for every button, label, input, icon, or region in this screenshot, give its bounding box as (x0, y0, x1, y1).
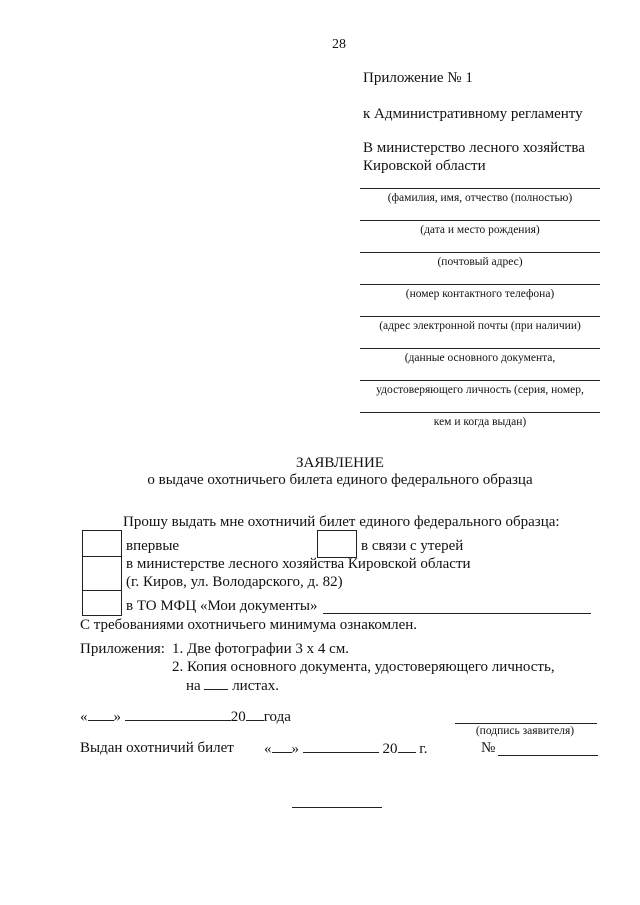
addressee-line-1: В министерство лесного хозяйства (363, 140, 585, 156)
regulation-label: к Административному регламенту (363, 106, 583, 122)
appendix-label: Приложение № 1 (363, 70, 473, 86)
phone-caption: (номер контактного телефона) (405, 288, 555, 300)
date-open-quote: « (80, 709, 88, 725)
email-field-line[interactable] (360, 316, 600, 317)
issued-year-suffix: г. (419, 741, 428, 757)
sheets-suffix: листах. (232, 678, 280, 694)
issued-date-close: » (291, 741, 299, 757)
first-time-checkbox[interactable] (82, 530, 122, 558)
attachment-sheets (186, 677, 279, 695)
date-month-field[interactable] (125, 708, 231, 721)
signature-field-line[interactable] (455, 723, 597, 724)
birth-caption: (дата и место рождения) (420, 224, 540, 236)
sheets-count-field[interactable] (204, 677, 228, 690)
request-text: Прошу выдать мне охотничий билет единого федерального образца: (123, 514, 560, 530)
acknowledged-text: С требованиями охотничьего минимума ознакомлен. (80, 617, 418, 633)
date-year-prefix: 20 (230, 709, 246, 725)
lost-label: в связи с утерей (361, 538, 464, 554)
document-field-line-3[interactable] (360, 412, 600, 413)
birth-field-line[interactable] (360, 220, 600, 221)
postal-caption: (почтовый адрес) (437, 256, 523, 268)
document-caption-3: кем и когда выдан) (433, 416, 527, 428)
document-title: ЗАЯВЛЕНИЕ (296, 455, 384, 471)
issued-date-row (264, 740, 427, 758)
fio-caption: (фамилия, имя, отчество (полностью) (387, 192, 573, 204)
signature-caption: (подпись заявителя) (475, 725, 575, 737)
issued-month-field[interactable] (303, 740, 379, 753)
addressee-line-2: Кировской области (363, 158, 486, 174)
document-field-line-2[interactable] (360, 380, 600, 381)
date-row (80, 708, 291, 726)
issued-label: Выдан охотничий билет (80, 740, 234, 756)
issued-year-field[interactable] (398, 740, 416, 753)
sheets-prefix: на (186, 678, 201, 694)
first-time-label: впервые (126, 538, 180, 554)
issued-year-prefix: 20 (382, 741, 398, 757)
attachment-item-1: 1. Две фотографии 3 х 4 см. (172, 641, 349, 657)
mfc-checkbox[interactable] (82, 590, 122, 616)
fio-field-line[interactable] (360, 188, 600, 189)
ministry-line-1: в министерстве лесного хозяйства Кировской области (126, 556, 471, 572)
date-year-field[interactable] (246, 708, 264, 721)
ticket-number-field-line[interactable] (498, 755, 598, 756)
phone-field-line[interactable] (360, 284, 600, 285)
date-year-suffix: года (263, 709, 291, 725)
bottom-separator-line (292, 807, 382, 808)
attachments-label: Приложения: (80, 641, 165, 657)
document-caption-2: удостоверяющего личность (серия, номер, (376, 384, 584, 396)
attachment-item-2: 2. Копия основного документа, удостоверяющего личность, (172, 659, 555, 675)
date-close-quote: » (113, 709, 121, 725)
postal-field-line[interactable] (360, 252, 600, 253)
page-number: 28 (332, 37, 346, 52)
mfc-label: в ТО МФЦ «Мои документы» (126, 598, 318, 614)
document-caption-1: (данные основного документа, (404, 352, 556, 364)
document-field-line[interactable] (360, 348, 600, 349)
number-sign: № (481, 740, 496, 756)
ministry-checkbox[interactable] (82, 556, 122, 592)
document-subtitle: о выдаче охотничьего билета единого федерального образца (147, 472, 533, 488)
lost-checkbox[interactable] (317, 530, 357, 558)
date-day-field[interactable] (88, 708, 114, 721)
email-caption: (адрес электронной почты (при наличии) (379, 320, 581, 332)
issued-date-open: « (264, 741, 272, 757)
issued-day-field[interactable] (272, 740, 292, 753)
mfc-field-line[interactable] (323, 613, 591, 614)
ministry-line-2: (г. Киров, ул. Володарского, д. 82) (126, 574, 343, 590)
